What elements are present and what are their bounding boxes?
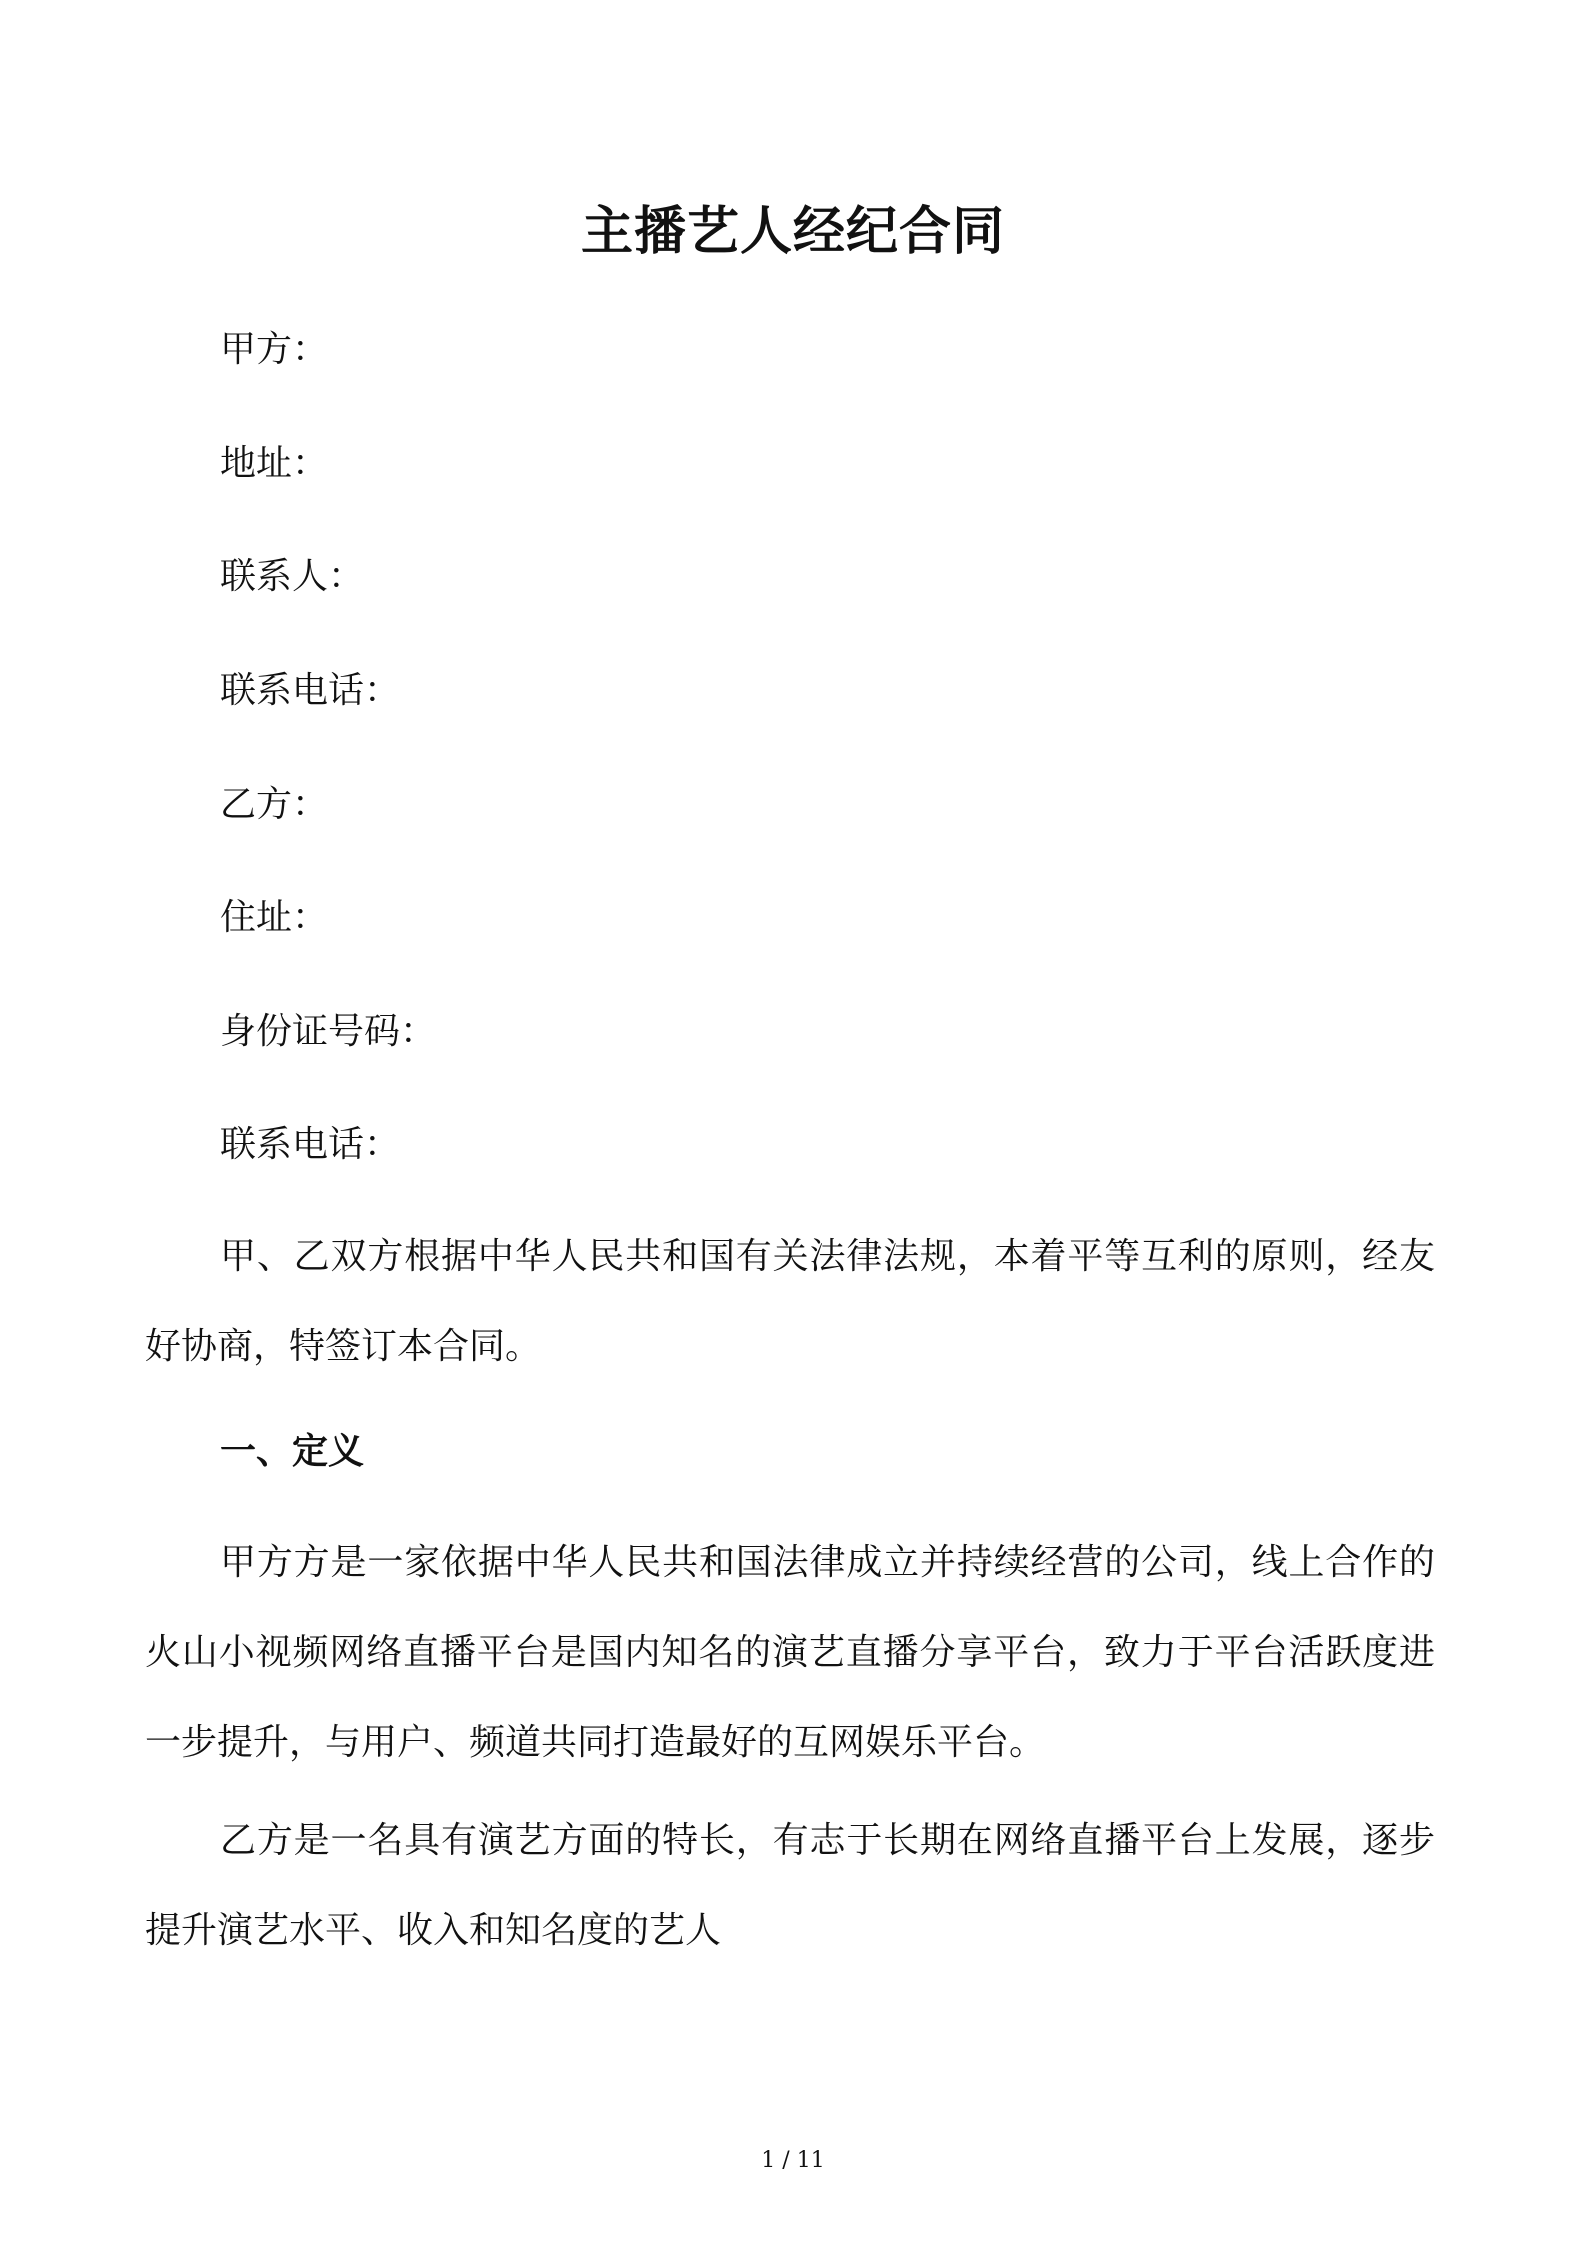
section-heading-definitions: 一、定义: [220, 1431, 365, 1472]
intro-paragraph: 甲、乙双方根据中华人民共和国有关法律法规，本着平等互利的原则，经友好协商，特签订本合同。: [145, 1236, 1435, 1367]
definitions-paragraph-2: 乙方是一名具有演艺方面的特长，有志于长期在网络直播平台上发展，逐步提升演艺水平、收入和知名度的艺人: [145, 1820, 1435, 1951]
field-id-number: 身份证号码：: [220, 1011, 437, 1052]
field-party-a: 甲方：: [220, 329, 329, 370]
field-address: 地址：: [220, 443, 329, 484]
field-contact-phone-b: 联系电话：: [220, 1124, 401, 1165]
field-contact-person: 联系人：: [220, 556, 365, 597]
field-residence: 住址：: [220, 897, 329, 938]
page-number: 1 / 11: [761, 2148, 825, 2173]
document-title: 主播艺人经纪合同: [580, 202, 1005, 262]
field-party-b: 乙方：: [220, 784, 329, 825]
field-contact-phone-a: 联系电话：: [220, 670, 401, 711]
definitions-paragraph-1: 甲方方是一家依据中华人民共和国法律成立并持续经营的公司，线上合作的火山小视频网络直播平台是国内知名的演艺直播分享平台，致力于平台活跃度进一步提升，与用户、频道共同打造最好的互网娱乐平台。: [145, 1542, 1435, 1763]
